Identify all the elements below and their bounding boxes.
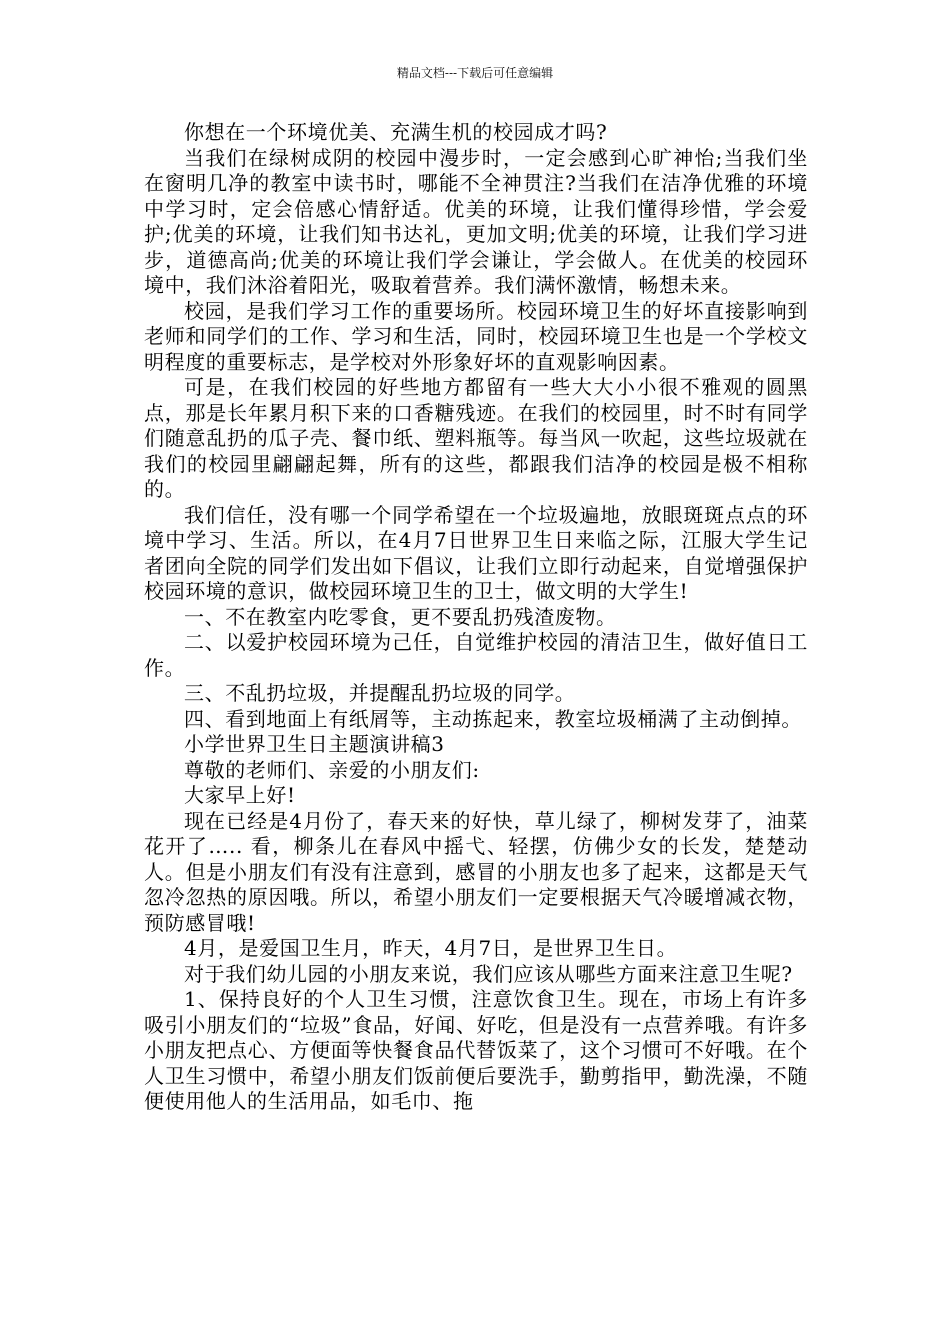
paragraph-intro-question: 你想在一个环境优美、充满生机的校园成才吗? bbox=[184, 120, 608, 144]
paragraph-spring: 现在已经是4月份了，春天来的好快，草儿绿了，柳树发芽了，油菜花开了….. 看，柳条儿在春风中摇弋、轻摆，仿佛少女的长发，楚楚动人。但是小朋友们有没有注意到，感冒的小朋友也多了起来，这都是天气忽冷忽热的原因哦。所以，希望小朋友们一定要根据天气冷暖增减衣物，预防感冒哦! bbox=[144, 808, 808, 935]
list-item-rule-4: 四、看到地面上有纸屑等，主动拣起来，教室垃圾桶满了主动倒掉。 bbox=[184, 706, 802, 731]
list-item-rule-2: 二、以爱护校园环境为己任，自觉维护校园的清洁卫生，做好值日工作。 bbox=[144, 630, 808, 680]
paragraph-campus-litter: 可是，在我们校园的好些地方都留有一些大大小小很不雅观的圆黑点，那是长年累月积下来的口香糖残迹。在我们的校园里，时不时有同学们随意乱扔的瓜子壳、餐巾纸、塑料瓶等。每当风一吹起，这些垃圾就在我们的校园里翩翩起舞，所有的这些，都跟我们洁净的校园是极不相称的。 bbox=[144, 375, 808, 501]
document-body bbox=[144, 120, 808, 1115]
section-title: 小学世界卫生日主题演讲稿3 bbox=[184, 732, 445, 756]
page-header: 精品文档---下载后可任意编辑 bbox=[396, 66, 554, 80]
paragraph-question: 对于我们幼儿园的小朋友来说，我们应该从哪些方面来注意卫生呢? bbox=[184, 961, 793, 986]
list-item-rule-1: 一、不在教室内吃零食，更不要乱扔残渣废物。 bbox=[184, 604, 617, 629]
paragraph-campus-importance: 校园，是我们学习工作的重要场所。校园环境卫生的好坏直接影响到老师和同学们的工作、学习和生活，同时，校园环境卫生也是一个学校文明程度的重要标志，是学校对外形象好坏的直观影响因素。 bbox=[144, 298, 808, 374]
paragraph-beautiful-environment: 当我们在绿树成阴的校园中漫步时，一定会感到心旷神怡;当我们坐在窗明几净的教室中读书时，哪能不全神贯注?当我们在洁净优雅的环境中学习时，定会倍感心情舒适。优美的环境，让我们懂得珍惜，学会爱护;优美的环境，让我们知书达礼，更加文明;优美的环境，让我们学习进步，道德高尚;优美的环境让我们学会谦让，学会做人。在优美的校园环境中，我们沐浴着阳光，吸取着营养。我们满怀激情，畅想未来。 bbox=[144, 145, 808, 297]
paragraph-health-day: 4月，是爱国卫生月，昨天，4月7日，是世界卫生日。 bbox=[184, 936, 678, 960]
salutation: 尊敬的老师们、亲爱的小朋友们: bbox=[184, 757, 480, 782]
list-item-rule-3: 三、不乱扔垃圾，并提醒乱扔垃圾的同学。 bbox=[184, 681, 576, 705]
paragraph-habit-1: 1、保持良好的个人卫生习惯，注意饮食卫生。现在，市场上有许多吸引小朋友们的“垃圾”食品，好闻、好吃，但是没有一点营养哦。有许多小朋友把点心、方便面等快餐食品代替饭菜了，这个习惯可不好哦。在个人卫生习惯中，希望小朋友们饭前便后要洗手，勤剪指甲，勤洗澡，不随便使用他人的生活用品，如毛巾、拖 bbox=[144, 987, 808, 1113]
paragraph-initiative: 我们信任，没有哪一个同学希望在一个垃圾遍地，放眼斑斑点点的环境中学习、生活。所以，在4月7日世界卫生日来临之际，江服大学生记者团向全院的同学们发出如下倡议，让我们立即行动起来，自觉增强保护校园环境的意识，做校园环境卫生的卫士，做文明的大学生! bbox=[144, 502, 808, 603]
greeting: 大家早上好! bbox=[184, 783, 296, 807]
